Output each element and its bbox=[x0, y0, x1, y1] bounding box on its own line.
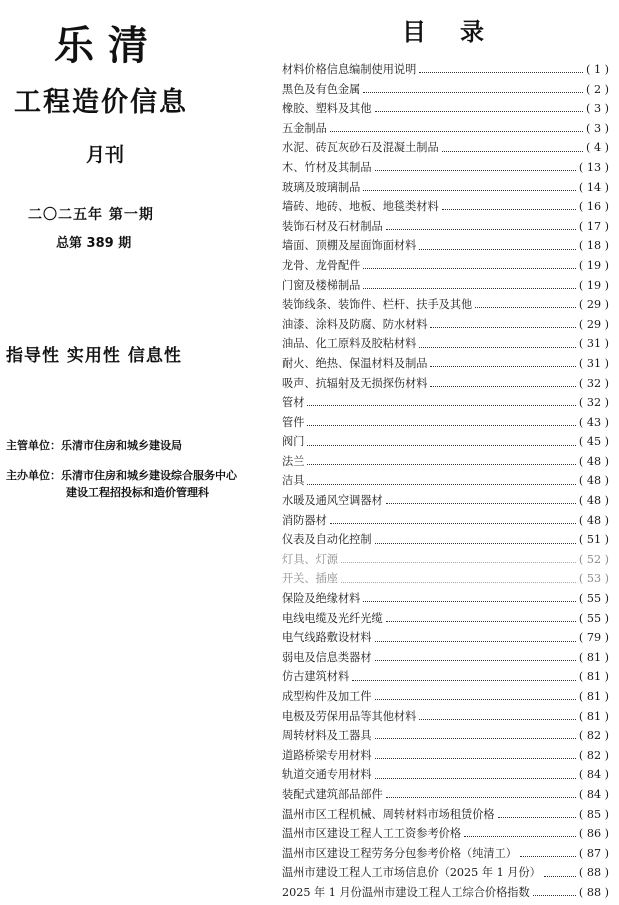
toc-entry-page: ( 84 ) bbox=[578, 768, 609, 782]
toc-leader-dots bbox=[475, 307, 576, 308]
toc-entry-page: ( 32 ) bbox=[578, 396, 609, 410]
toc-leader-dots bbox=[375, 699, 576, 700]
toc-leader-dots bbox=[375, 660, 576, 661]
toc-entry-label: 油漆、涂料及防腐、防水材料 bbox=[282, 317, 428, 331]
toc-entry[interactable] bbox=[282, 276, 609, 296]
toc-entry-label: 五金制品 bbox=[282, 121, 327, 135]
toc-entry-label: 吸声、抗辐射及无损探伤材料 bbox=[282, 376, 428, 390]
toc-leader-dots bbox=[375, 543, 576, 544]
toc-entry[interactable] bbox=[282, 609, 609, 629]
toc-heading: 目录 bbox=[402, 18, 518, 46]
toc-entry-label: 轨道交通专用材料 bbox=[282, 768, 372, 782]
toc-entry[interactable] bbox=[282, 452, 609, 472]
toc-entry[interactable] bbox=[282, 765, 609, 785]
toc-entry-page: ( 4 ) bbox=[586, 141, 609, 155]
toc-entry[interactable] bbox=[282, 256, 609, 276]
toc-entry-label: 电极及劳保用品等其他材料 bbox=[282, 709, 417, 723]
toc-entry[interactable] bbox=[282, 707, 609, 727]
toc-entry-page: ( 13 ) bbox=[578, 160, 609, 174]
toc-entry[interactable] bbox=[282, 824, 609, 844]
toc-leader-dots bbox=[341, 582, 576, 583]
toc-entry[interactable] bbox=[282, 295, 609, 315]
periodicity-label: 月刊 bbox=[86, 144, 125, 166]
toc-entry-label: 管材 bbox=[282, 396, 305, 410]
toc-leader-dots bbox=[375, 641, 576, 642]
toc-entry-page: ( 18 ) bbox=[578, 239, 609, 253]
toc-leader-dots bbox=[307, 425, 576, 426]
toc-leader-dots bbox=[375, 758, 576, 759]
toc-entry[interactable] bbox=[282, 119, 609, 139]
toc-entry-label: 电线电缆及光纤光缆 bbox=[282, 611, 383, 625]
toc-entry-label: 仿古建筑材料 bbox=[282, 670, 350, 684]
toc-entry-page: ( 88 ) bbox=[578, 885, 609, 899]
toc-entry-label: 装饰石材及石材制品 bbox=[282, 219, 383, 233]
toc-entry-label: 龙骨、龙骨配件 bbox=[282, 258, 361, 272]
toc-entry-page: ( 53 ) bbox=[578, 572, 609, 586]
toc-entry[interactable] bbox=[282, 746, 609, 766]
toc-leader-dots bbox=[363, 288, 576, 289]
toc-entry-page: ( 2 ) bbox=[586, 82, 609, 96]
toc-entry-page: ( 88 ) bbox=[578, 866, 609, 880]
toc-entry-label: 墙面、顶棚及屋面饰面材料 bbox=[282, 239, 417, 253]
sponsor-unit bbox=[6, 467, 237, 501]
toc-entry-page: ( 19 ) bbox=[578, 278, 609, 292]
toc-leader-dots bbox=[307, 484, 576, 485]
toc-entry[interactable] bbox=[282, 844, 609, 864]
toc-entry-page: ( 32 ) bbox=[578, 376, 609, 390]
toc-entry-label: 温州市建设工程人工市场信息价（2025 年 1 月份） bbox=[282, 866, 541, 880]
sponsor-unit-line2: 建设工程招投标和造价管理科 bbox=[66, 486, 209, 499]
toc-entry-page: ( 48 ) bbox=[578, 513, 609, 527]
toc-entry-page: ( 14 ) bbox=[578, 180, 609, 194]
toc-entry[interactable] bbox=[282, 393, 609, 413]
toc-leader-dots bbox=[419, 347, 576, 348]
toc-entry-label: 门窗及楼梯制品 bbox=[282, 278, 361, 292]
toc-entry-page: ( 29 ) bbox=[578, 317, 609, 331]
toc-entry-label: 耐火、绝热、保温材料及制品 bbox=[282, 356, 428, 370]
toc-entry-page: ( 81 ) bbox=[578, 690, 609, 703]
toc-entry[interactable] bbox=[282, 550, 609, 570]
toc-entry-label: 开关、插座 bbox=[282, 572, 338, 586]
toc-leader-dots bbox=[375, 738, 576, 739]
toc-entry[interactable] bbox=[282, 99, 609, 119]
toc-entry[interactable] bbox=[282, 354, 609, 374]
toc-entry-label: 水泥、砖瓦灰砂石及混凝土制品 bbox=[282, 141, 439, 155]
toc-entry[interactable] bbox=[282, 648, 609, 668]
toc-entry[interactable] bbox=[282, 589, 609, 609]
toc-entry-page: ( 52 ) bbox=[578, 552, 609, 566]
toc-entry-label: 墙砖、地砖、地板、地毯类材料 bbox=[282, 200, 439, 214]
toc-leader-dots bbox=[520, 856, 576, 857]
toc-leader-dots bbox=[386, 621, 576, 622]
toc-entry-page: ( 79 ) bbox=[578, 631, 609, 645]
toc-entry-label: 弱电及信息类器材 bbox=[282, 650, 372, 664]
toc-entry-page: ( 81 ) bbox=[578, 650, 609, 664]
toc-leader-dots bbox=[386, 797, 576, 798]
toc-entry[interactable] bbox=[282, 178, 609, 198]
toc-entry-label: 油品、化工原料及胶粘材料 bbox=[282, 337, 417, 351]
toc-leader-dots bbox=[330, 131, 583, 132]
publication-title: 工程造价信息 bbox=[14, 87, 188, 118]
toc-leader-dots bbox=[533, 895, 576, 896]
toc-entry[interactable] bbox=[282, 863, 609, 883]
toc-entry[interactable] bbox=[282, 491, 609, 511]
toc-entry-page: ( 55 ) bbox=[578, 611, 609, 625]
toc-entry-page: ( 82 ) bbox=[578, 729, 609, 743]
supervisor-unit: 主管单位：乐清市住房和城乡建设局 bbox=[6, 439, 182, 452]
toc-leader-dots bbox=[464, 836, 576, 837]
toc-entry-label: 道路桥梁专用材料 bbox=[282, 748, 372, 762]
toc-entry[interactable] bbox=[282, 687, 609, 707]
toc-entry-label: 周转材料及工器具 bbox=[282, 729, 372, 743]
toc-entry[interactable] bbox=[282, 413, 609, 433]
toc-leader-dots bbox=[430, 366, 575, 367]
toc-entry[interactable] bbox=[282, 80, 609, 100]
toc-leader-dots bbox=[442, 209, 576, 210]
toc-entry[interactable] bbox=[282, 315, 609, 335]
toc-entry-page: ( 3 ) bbox=[586, 121, 609, 135]
toc-entry[interactable] bbox=[282, 530, 609, 550]
toc-leader-dots bbox=[307, 445, 576, 446]
toc-entry-label: 材料价格信息编制使用说明 bbox=[282, 63, 417, 76]
toc-entry[interactable] bbox=[282, 785, 609, 805]
toc-entry-label: 消防器材 bbox=[282, 513, 327, 527]
toc-entry[interactable] bbox=[282, 60, 609, 80]
toc-entry-page: ( 1 ) bbox=[586, 63, 609, 76]
toc-leader-dots bbox=[375, 170, 576, 171]
toc-leader-dots bbox=[307, 464, 576, 465]
toc-entry-label: 管件 bbox=[282, 415, 305, 429]
toc-entry[interactable] bbox=[282, 432, 609, 452]
toc-entry[interactable] bbox=[282, 334, 609, 354]
toc-entry-page: ( 43 ) bbox=[578, 415, 609, 429]
toc-leader-dots bbox=[363, 92, 583, 93]
toc-entry-page: ( 48 ) bbox=[578, 454, 609, 468]
toc-entry[interactable] bbox=[282, 236, 609, 256]
toc-leader-dots bbox=[363, 601, 576, 602]
toc-leader-dots bbox=[352, 680, 576, 681]
toc-entry[interactable] bbox=[282, 511, 609, 531]
toc-entry-page: ( 31 ) bbox=[578, 337, 609, 351]
toc-entry[interactable] bbox=[282, 217, 609, 237]
total-issue-number: 总第 389 期 bbox=[56, 236, 132, 251]
toc-entry-page: ( 51 ) bbox=[578, 533, 609, 547]
toc-leader-dots bbox=[419, 72, 583, 73]
toc-entry-page: ( 19 ) bbox=[578, 258, 609, 272]
toc-entry-page: ( 17 ) bbox=[578, 219, 609, 233]
toc-entry-label: 橡胶、塑料及其他 bbox=[282, 102, 372, 116]
toc-entry[interactable] bbox=[282, 374, 609, 394]
toc-entry-label: 温州市区工程机械、周转材料市场租赁价格 bbox=[282, 807, 495, 821]
toc-entry-page: ( 31 ) bbox=[578, 356, 609, 370]
toc-entry[interactable] bbox=[282, 197, 609, 217]
toc-entry-page: ( 55 ) bbox=[578, 592, 609, 606]
toc-leader-dots bbox=[307, 405, 576, 406]
toc-entry[interactable] bbox=[282, 667, 609, 687]
toc-entry-page: ( 29 ) bbox=[578, 298, 609, 312]
table-of-contents bbox=[282, 60, 609, 903]
toc-entry-label: 水暖及通风空调器材 bbox=[282, 494, 383, 508]
toc-entry-label: 木、竹材及其制品 bbox=[282, 160, 372, 174]
toc-entry-label: 黑色及有色金属 bbox=[282, 82, 361, 96]
toc-entry-page: ( 87 ) bbox=[578, 846, 609, 860]
toc-entry-page: ( 82 ) bbox=[578, 748, 609, 762]
toc-leader-dots bbox=[430, 386, 575, 387]
toc-entry-page: ( 48 ) bbox=[578, 474, 609, 488]
toc-leader-dots bbox=[341, 562, 576, 563]
toc-entry[interactable] bbox=[282, 805, 609, 825]
toc-entry-page: ( 48 ) bbox=[578, 494, 609, 508]
toc-entry-label: 法兰 bbox=[282, 454, 305, 468]
toc-entry-page: ( 16 ) bbox=[578, 200, 609, 214]
toc-leader-dots bbox=[419, 249, 576, 250]
toc-entry[interactable] bbox=[282, 158, 609, 178]
toc-entry-page: ( 86 ) bbox=[578, 827, 609, 841]
toc-entry[interactable] bbox=[282, 726, 609, 746]
cover-panel bbox=[0, 0, 275, 905]
toc-entry[interactable] bbox=[282, 471, 609, 491]
toc-leader-dots bbox=[498, 817, 576, 818]
toc-entry-page: ( 81 ) bbox=[578, 670, 609, 684]
issue-number: 二〇二五年 第一期 bbox=[28, 207, 154, 223]
toc-entry-label: 温州市区建设工程人工工资参考价格 bbox=[282, 827, 462, 841]
toc-leader-dots bbox=[375, 778, 576, 779]
toc-entry-label: 仪表及自动化控制 bbox=[282, 533, 372, 547]
toc-leader-dots bbox=[430, 327, 575, 328]
toc-entry-label: 温州市区建设工程劳务分包参考价格（纯清工） bbox=[282, 846, 517, 860]
toc-entry-page: ( 3 ) bbox=[586, 102, 609, 116]
toc-leader-dots bbox=[363, 268, 576, 269]
toc-entry-label: 2025 年 1 月份温州市建设工程人工综合价格指数 bbox=[282, 885, 530, 899]
toc-entry-label: 保险及绝缘材料 bbox=[282, 592, 361, 606]
toc-leader-dots bbox=[375, 111, 584, 112]
toc-entry-page: ( 85 ) bbox=[578, 807, 609, 821]
toc-entry-page: ( 84 ) bbox=[578, 787, 609, 801]
toc-entry-label: 灯具、灯源 bbox=[282, 552, 338, 566]
toc-entry-page: ( 81 ) bbox=[578, 709, 609, 723]
toc-entry-label: 玻璃及玻璃制品 bbox=[282, 180, 361, 194]
toc-leader-dots bbox=[544, 876, 576, 877]
publication-city-title: 乐清 bbox=[54, 23, 162, 69]
toc-leader-dots bbox=[386, 229, 576, 230]
slogan: 指导性 实用性 信息性 bbox=[6, 346, 182, 366]
toc-entry-label: 洁具 bbox=[282, 474, 305, 488]
toc-entry-label: 成型构件及加工件 bbox=[282, 690, 372, 703]
toc-leader-dots bbox=[442, 151, 583, 152]
toc-entry[interactable] bbox=[282, 138, 609, 158]
toc-leader-dots bbox=[330, 523, 576, 524]
toc-entry-label: 装饰线条、装饰件、栏杆、扶手及其他 bbox=[282, 298, 473, 312]
toc-leader-dots bbox=[386, 503, 576, 504]
sponsor-unit-line1: 主办单位：乐清市住房和城乡建设综合服务中心 bbox=[6, 469, 237, 482]
toc-entry-page: ( 45 ) bbox=[578, 435, 609, 449]
toc-entry[interactable] bbox=[282, 628, 609, 648]
toc-leader-dots bbox=[363, 190, 576, 191]
toc-entry[interactable] bbox=[282, 569, 609, 589]
toc-entry-label: 装配式建筑部品部件 bbox=[282, 787, 383, 801]
toc-entry-label: 阀门 bbox=[282, 435, 305, 449]
toc-entry[interactable] bbox=[282, 883, 609, 903]
toc-leader-dots bbox=[419, 719, 576, 720]
toc-entry-label: 电气线路敷设材料 bbox=[282, 631, 372, 645]
